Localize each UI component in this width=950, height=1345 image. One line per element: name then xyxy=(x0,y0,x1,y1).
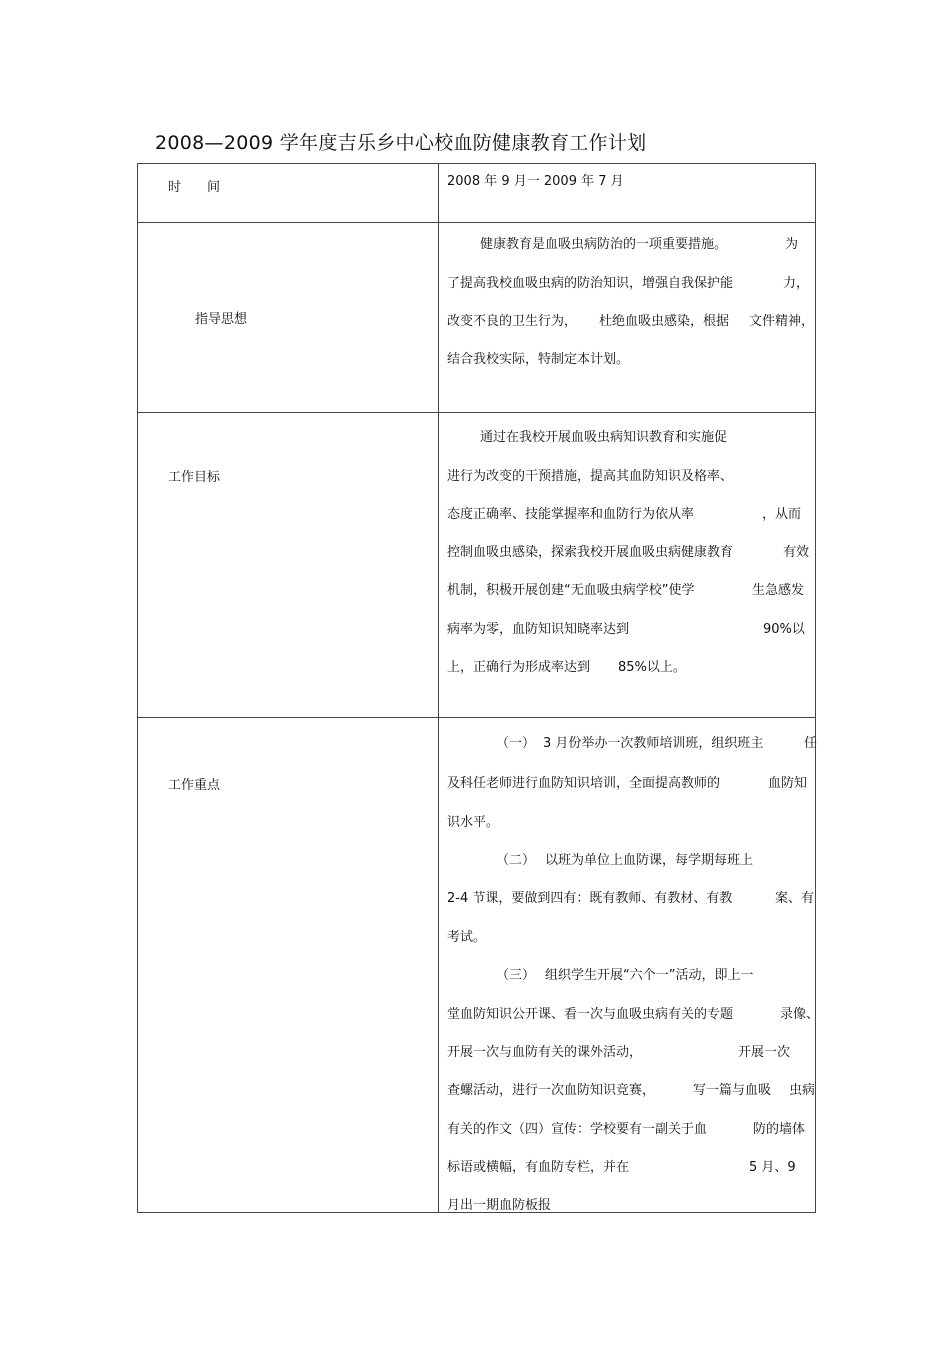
focus-line: （二） xyxy=(496,853,536,868)
focus-line: 有关的作文（四）宣传：学校要有一副关于血 xyxy=(447,1122,708,1137)
time-label: 时 间 xyxy=(168,180,221,195)
goal-line: 90%以 xyxy=(763,622,805,637)
focus-line: 月出一期血防板报 xyxy=(447,1198,552,1213)
goal-label: 工作目标 xyxy=(168,470,221,485)
focus-line: 任 xyxy=(804,736,818,751)
focus-line: 录像、 xyxy=(780,1007,820,1022)
goal-line: 态度正确率、技能掌握率和血防行为依从率 xyxy=(447,507,695,522)
page-title: 2008—2009 学年度吉乐乡中心校血防健康教育工作计划 xyxy=(155,132,647,154)
focus-line: 查螺活动，进行一次血防知识竞赛， xyxy=(447,1083,656,1098)
focus-line: 2-4 节课，要做到四有：既有教师、有教材、有教 xyxy=(447,891,733,906)
time-value: 2008 年 9 月一 2009 年 7 月 xyxy=(447,174,624,189)
row-divider xyxy=(138,412,815,413)
focus-line: 组织学生开展“六个一”活动，即上一 xyxy=(545,968,754,983)
guiding-line: 了提高我校血吸虫病的防治知识，增强自我保护能 xyxy=(447,276,734,291)
goal-line: 生急感发 xyxy=(752,583,805,598)
guiding-line: 为 xyxy=(785,237,799,252)
focus-line: 开展一次 xyxy=(738,1045,791,1060)
plan-table xyxy=(137,163,820,1213)
guiding-line: 力， xyxy=(783,276,810,291)
focus-line: 标语或横幅，有血防专栏，并在 xyxy=(447,1160,630,1175)
guiding-line: 文件精神， xyxy=(749,314,815,329)
focus-line: 3 月份举办一次教师培训班，组织班主 xyxy=(543,736,764,751)
goal-line: 控制血吸虫感染，探索我校开展血吸虫病健康教育 xyxy=(447,545,734,560)
focus-line: （一） xyxy=(496,736,536,751)
guiding-line: 杜绝血吸虫感染，根据 xyxy=(599,314,730,329)
focus-line: 5 月、9 xyxy=(749,1160,796,1175)
goal-line: 机制，积极开展创建“无血吸虫病学校”使学 xyxy=(447,583,695,598)
focus-line: 写一篇与血吸 xyxy=(693,1083,772,1098)
focus-line: 防的墙体 xyxy=(753,1122,806,1137)
goal-line: 85%以上。 xyxy=(618,660,686,675)
focus-line: 堂血防知识公开课、看一次与血吸虫病有关的专题 xyxy=(447,1007,734,1022)
focus-line: 开展一次与血防有关的课外活动， xyxy=(447,1045,643,1060)
row-divider xyxy=(138,222,815,223)
focus-label: 工作重点 xyxy=(168,778,221,793)
focus-line: 以班为单位上血防课，每学期每班上 xyxy=(545,853,754,868)
guiding-label: 指导思想 xyxy=(195,312,248,327)
focus-line: 虫病 xyxy=(789,1083,816,1098)
guiding-line: 改变不良的卫生行为， xyxy=(447,314,578,329)
goal-line: 病率为零，血防知识知晓率达到 xyxy=(447,622,630,637)
focus-line: 血防知 xyxy=(768,776,808,791)
focus-line: 案、有 xyxy=(775,891,815,906)
guiding-line: 健康教育是血吸虫病防治的一项重要措施。 xyxy=(480,237,728,252)
goal-line: 通过在我校开展血吸虫病知识教育和实施促 xyxy=(480,430,728,445)
focus-line: 考试。 xyxy=(447,930,487,945)
focus-line: 及科任老师进行血防知识培训，全面提高教师的 xyxy=(447,776,721,791)
goal-line: 有效 xyxy=(783,545,810,560)
goal-line: ，从而 xyxy=(762,507,802,522)
goal-line: 进行为改变的干预措施，提高其血防知识及格率、 xyxy=(447,469,734,484)
focus-line: 识水平。 xyxy=(447,815,500,830)
row-divider xyxy=(138,717,815,718)
guiding-line: 结合我校实际，特制定本计划。 xyxy=(447,352,630,367)
goal-line: 上，正确行为形成率达到 xyxy=(447,660,591,675)
column-divider xyxy=(438,164,439,1212)
focus-line: （三） xyxy=(496,968,536,983)
